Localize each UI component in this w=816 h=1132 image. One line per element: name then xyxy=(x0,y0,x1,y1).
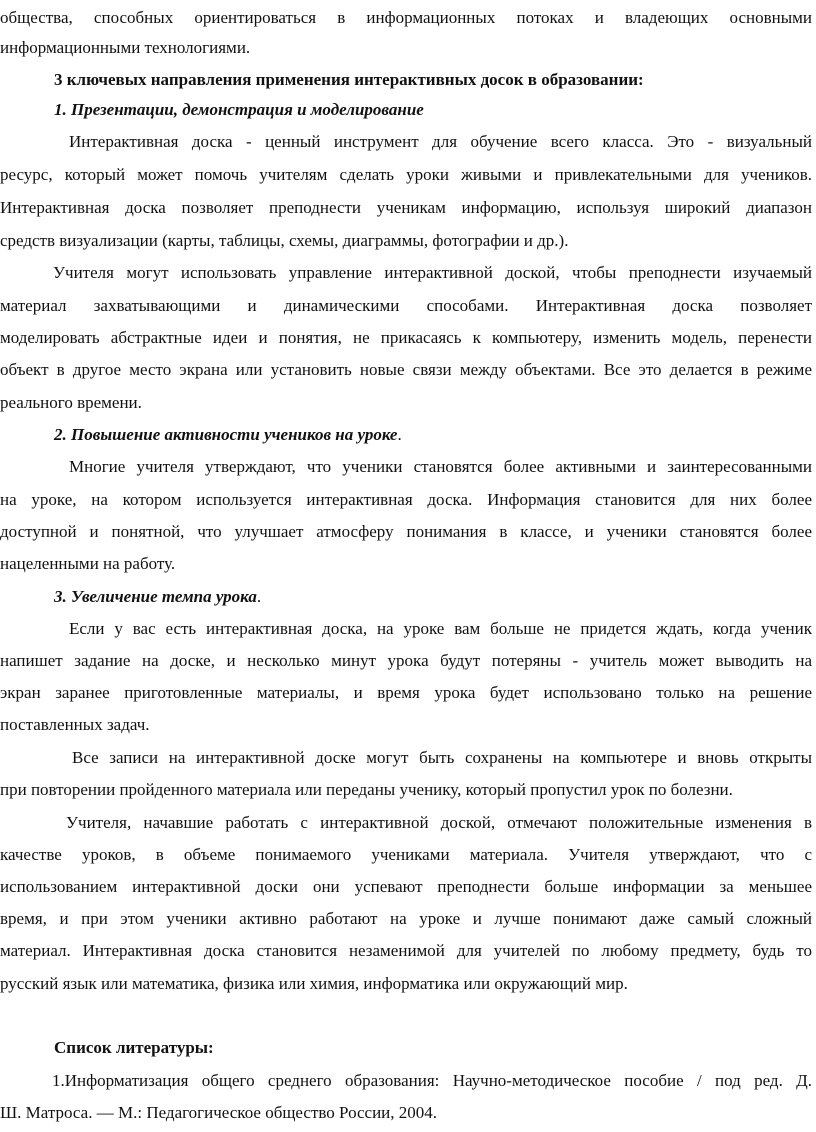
heading-1-text: 1. Презентации, демонстрация и моделирование xyxy=(54,100,424,119)
s1-p1-line-1 xyxy=(0,127,812,157)
s1-p2-line-3: моделировать абстрактные идеи и понятия, не прикасаясь к компьютеру, изменить модель, перенести xyxy=(0,328,812,347)
heading-2-suffix: . xyxy=(397,425,402,444)
s1-p2-line-5: реального времени. xyxy=(0,393,142,412)
s3-p3-line-5: материал. Интерактивная доска становится незаменимой для учителей по любому предмету, будь то xyxy=(0,941,812,960)
s2-p1-line-4: нацеленными на работу. xyxy=(0,554,176,573)
s3-p3-line-6: русский язык или математика, физика или химия, информатика или окружающий мир. xyxy=(0,974,628,993)
s3-p2-line-1 xyxy=(0,743,812,773)
s3-p3-line-3: использованием интерактивной доски они успевают преподнести больше информации за меньшее xyxy=(0,877,812,896)
continuation-line-2: информационными технологиями. xyxy=(0,38,251,57)
s3-p1-line-4: поставленных задач. xyxy=(0,715,150,734)
s1-p2-line-1 xyxy=(0,258,812,288)
section-title: 3 ключевых направления применения интерактивных досок в образовании: xyxy=(54,70,644,89)
s1-p2-line-4: объект в другое место экрана или установить новые связи между объектами. Все это делается в режиме xyxy=(0,360,812,379)
s3-p3-line-1 xyxy=(0,808,812,838)
s3-p2-line-1-text: Все записи на интерактивной доске могут быть сохранены на компьютере и вновь открыты xyxy=(72,748,812,767)
s1-p1-line-2: ресурс, который может помочь учителям сделать уроки живыми и привлекательными для учеников. xyxy=(0,165,812,184)
s1-p1-line-4: средств визуализации (карты, таблицы, схемы, диаграммы, фотографии и др.). xyxy=(0,231,569,250)
s3-p1-line-1 xyxy=(0,614,812,644)
heading-3 xyxy=(54,582,814,612)
references-title: Список литературы: xyxy=(54,1038,214,1057)
heading-2-text: 2. Повышение активности учеников на уроке xyxy=(54,425,398,444)
reference-1-line-1 xyxy=(0,1066,812,1096)
reference-1-line-1-text: 1.Информатизация общего среднего образования: Научно-методическое пособие / под ред. Д. xyxy=(52,1071,812,1090)
s1-p1-line-1-text: Интерактивная доска - ценный инструмент для обучение всего класса. Это - визуальный xyxy=(69,132,812,151)
reference-1-line-2: Ш. Матроса. — М.: Педагогическое общество России, 2004. xyxy=(0,1103,438,1122)
s3-p1-line-3: экран заранее приготовленные материалы, и время урока будет использовано только на решение xyxy=(0,683,812,702)
heading-1 xyxy=(54,95,814,125)
s3-p2-line-2: при повторении пройденного материала или переданы ученику, который пропустил урок по болезни. xyxy=(0,780,733,799)
s1-p2-line-2: материал захватывающими и динамическими способами. Интерактивная доска позволяет xyxy=(0,296,812,315)
s1-p1-line-3: Интерактивная доска позволяет преподнести ученикам информацию, используя широкий диапазон xyxy=(0,198,812,217)
heading-2 xyxy=(54,420,814,450)
s3-p3-line-2: качестве уроков, в объеме понимаемого учениками материала. Учителя утверждают, что с xyxy=(0,845,812,864)
s1-p2-line-1-text: Учителя могут использовать управление интерактивной доской, чтобы преподнести изучаемый xyxy=(53,263,812,282)
s3-p3-line-1-text: Учителя, начавшие работать с интерактивной доской, отмечают положительные изменения в xyxy=(66,813,812,832)
s2-p1-line-1-text: Многие учителя утверждают, что ученики становятся более активными и заинтересованными xyxy=(69,457,812,476)
heading-3-suffix: . xyxy=(256,587,262,606)
s2-p1-line-2: на уроке, на котором используется интерактивная доска. Информация становится для них более xyxy=(0,490,812,509)
s3-p3-line-4: время, и при этом ученики активно работают на уроке и лучше понимают даже самый сложный xyxy=(0,909,812,928)
s2-p1-line-3: доступной и понятной, что улучшает атмосферу понимания в классе, и ученики становятся более xyxy=(0,522,812,541)
heading-3-text: 3. Увеличение темпа урока xyxy=(54,587,257,606)
s3-p1-line-1-text: Если у вас есть интерактивная доска, на уроке вам больше не придется ждать, когда ученик xyxy=(69,619,812,638)
s2-p1-line-1 xyxy=(0,452,812,482)
continuation-line-1: общества, способных ориентироваться в информационных потоках и владеющих основными xyxy=(0,8,812,27)
s3-p1-line-2: напишет задание на доске, и несколько минут урока будут потеряны - учитель может выводить на xyxy=(0,651,812,670)
